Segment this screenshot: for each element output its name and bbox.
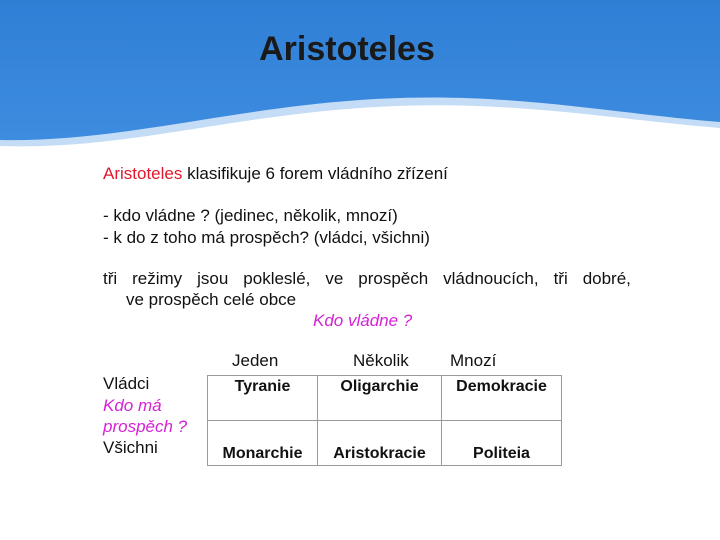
- intro-highlight: Aristoteles: [103, 164, 183, 183]
- regimes-word: vládnoucích,: [443, 269, 539, 288]
- regimes-word: jsou: [197, 269, 229, 288]
- column-header-mnozi: Mnozí: [450, 351, 497, 370]
- table-cell-tyranie: Tyranie: [208, 376, 318, 421]
- row-label-vladci: Vládci: [103, 374, 150, 393]
- row-label-vsichni: Všichni: [103, 438, 158, 457]
- regimes-word: režimy: [132, 269, 183, 288]
- intro-line: [103, 164, 448, 184]
- table-cell-demokracie: Demokracie: [442, 376, 562, 421]
- question-who-rules: - kdo vládne ? (jedinec, několik, mnozí): [103, 206, 398, 225]
- regimes-line-1: [103, 269, 631, 289]
- column-header-nekolik: Několik: [353, 351, 409, 370]
- kdo-vladne-label: Kdo vládne ?: [313, 311, 413, 330]
- table-row: [208, 376, 562, 421]
- regimes-table: [207, 375, 562, 466]
- regimes-word: tři: [103, 269, 118, 288]
- question-who-benefits: - k do z toho má prospěch? (vládci, všichni): [103, 228, 430, 247]
- regimes-word: ve: [325, 269, 344, 288]
- table-cell-politeia: Politeia: [442, 421, 562, 466]
- table-cell-aristokracie: Aristokracie: [318, 421, 442, 466]
- regimes-word: prospěch: [358, 269, 429, 288]
- row-label-prospech: prospěch ?: [103, 417, 188, 436]
- regimes-word: pokleslé,: [243, 269, 311, 288]
- intro-rest: klasifikuje 6 forem vládního zřízení: [182, 164, 448, 183]
- regimes-line-2: ve prospěch celé obce: [126, 290, 297, 309]
- table-cell-oligarchie: Oligarchie: [318, 376, 442, 421]
- row-label-kdo-ma: Kdo má: [103, 396, 162, 415]
- column-header-jeden: Jeden: [232, 351, 279, 370]
- regimes-word: tři: [553, 269, 568, 288]
- table-row: [208, 421, 562, 466]
- slide-title: Aristoteles: [259, 30, 435, 68]
- table-cell-monarchie: Monarchie: [208, 421, 318, 466]
- regimes-word: dobré,: [582, 269, 631, 288]
